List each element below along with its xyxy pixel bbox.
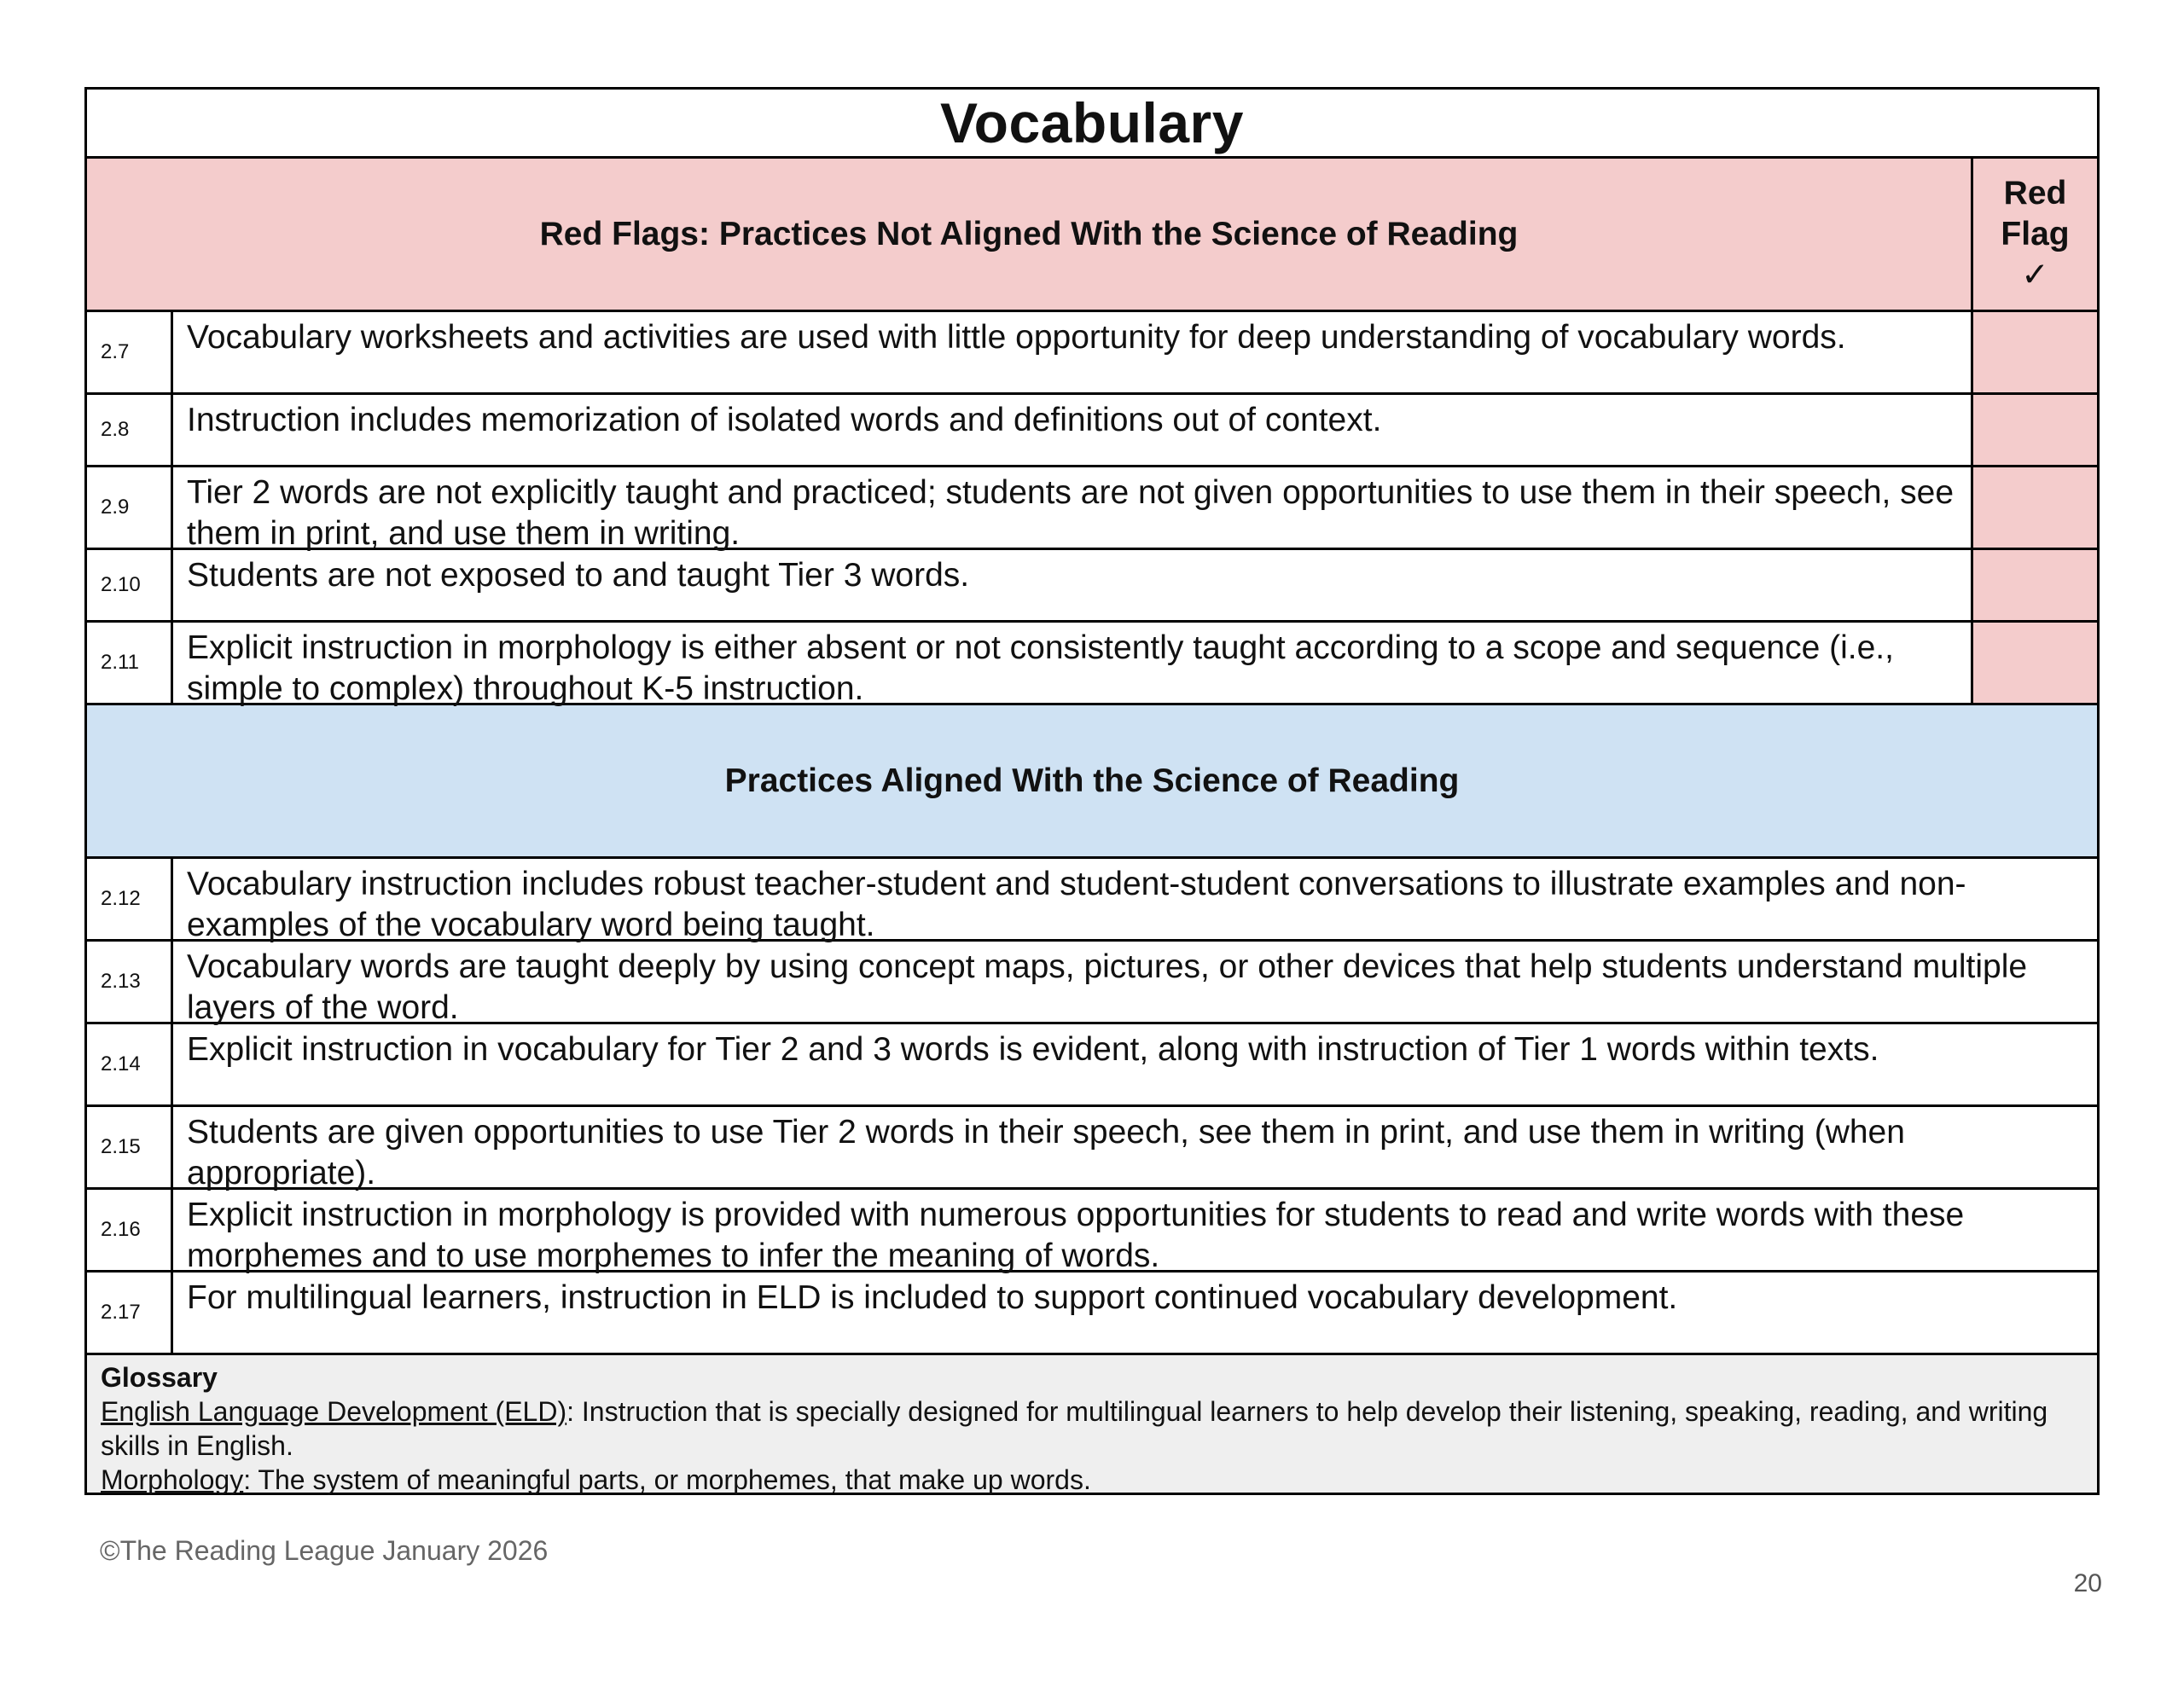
glossary-entry-eld (101, 1394, 2083, 1463)
item-text: Explicit instruction in vocabulary for Tier 2 and 3 words is evident, along with instruction of Tier 1 words within texts. (187, 1031, 1879, 1068)
vocabulary-table (84, 87, 2100, 1495)
item-text: Instruction includes memorization of isolated words and definitions out of context. (187, 402, 1382, 438)
aligned-practices-header (87, 705, 2097, 859)
table-row (87, 859, 2097, 942)
checkmark-icon: ✓ (2021, 256, 2049, 293)
item-number: 2.10 (87, 550, 173, 620)
table-title: Vocabulary (87, 90, 2097, 159)
glossary-term-eld: English Language Development (ELD) (101, 1396, 567, 1427)
red-flag-column-header (1971, 159, 2097, 310)
item-text: Tier 2 words are not explicitly taught and practiced; students are not given opportunities to use them in their speech, see them in print, and use them in writing. (187, 474, 1955, 552)
item-number: 2.8 (87, 395, 173, 465)
red-flags-header (87, 159, 2097, 312)
red-flag-checkbox-cell[interactable] (1971, 623, 2097, 703)
glossary-definition-morphology: : The system of meaningful parts, or morphemes, that make up words. (243, 1464, 1091, 1495)
table-row (87, 1272, 2097, 1355)
item-number: 2.12 (87, 859, 173, 939)
table-row (87, 550, 2097, 623)
red-flag-header-line1: Red (2003, 174, 2067, 212)
item-text: Vocabulary words are taught deeply by using concept maps, pictures, or other devices that help students understand multiple layers of the word. (187, 948, 2028, 1026)
table-row (87, 1024, 2097, 1107)
page-number: 20 (2073, 1569, 2102, 1597)
item-text: For multilingual learners, instruction in ELD is included to support continued vocabulary development. (187, 1279, 1678, 1316)
item-text: Explicit instruction in morphology is either absent or not consistently taught according to a scope and sequence (i.e., simple to complex) throughout K-5 instruction. (187, 629, 1894, 707)
red-flag-checkbox-cell[interactable] (1971, 550, 2097, 620)
item-text: Students are given opportunities to use Tier 2 words in their speech, see them in print, and use them in writing (when appropriate). (187, 1114, 1905, 1191)
item-number: 2.17 (87, 1272, 173, 1353)
item-text: Vocabulary worksheets and activities are used with little opportunity for deep understanding of vocabulary words. (187, 319, 1846, 356)
glossary-term-morphology: Morphology (101, 1464, 244, 1495)
table-row (87, 395, 2097, 467)
item-number: 2.15 (87, 1107, 173, 1187)
table-row (87, 942, 2097, 1024)
copyright-footer: ©The Reading League January 2026 (100, 1535, 549, 1566)
table-row (87, 312, 2097, 395)
red-flags-heading: Red Flags: Practices Not Aligned With the Science of Reading (539, 215, 1519, 252)
table-row (87, 1190, 2097, 1272)
aligned-practices-heading: Practices Aligned With the Science of Reading (724, 762, 1460, 799)
table-row (87, 623, 2097, 705)
red-flag-checkbox-cell[interactable] (1971, 312, 2097, 392)
item-number: 2.14 (87, 1024, 173, 1104)
item-text: Students are not exposed to and taught Tier 3 words. (187, 557, 970, 594)
table-row (87, 467, 2097, 550)
item-number: 2.16 (87, 1190, 173, 1270)
glossary-definition-eld: : Instruction that is specially designed for multilingual learners to help develop their listening, speaking, reading, and writing skills in English. (101, 1396, 2048, 1461)
item-text: Vocabulary instruction includes robust teacher-student and student-student conversations to illustrate examples and non-examples of the vocabulary word being taught. (187, 866, 1966, 943)
item-number: 2.11 (87, 623, 173, 703)
red-flag-header-line2: Flag (2001, 215, 2070, 252)
item-number: 2.7 (87, 312, 173, 392)
item-number: 2.13 (87, 942, 173, 1022)
item-number: 2.9 (87, 467, 173, 548)
glossary (87, 1355, 2097, 1493)
red-flag-checkbox-cell[interactable] (1971, 467, 2097, 548)
table-row (87, 1107, 2097, 1190)
red-flag-checkbox-cell[interactable] (1971, 395, 2097, 465)
item-text: Explicit instruction in morphology is provided with numerous opportunities for students to read and write words with these morphemes and to use morphemes to infer the meaning of words. (187, 1197, 1965, 1274)
glossary-entry-morphology (101, 1463, 2083, 1497)
glossary-heading: Glossary (101, 1362, 218, 1393)
